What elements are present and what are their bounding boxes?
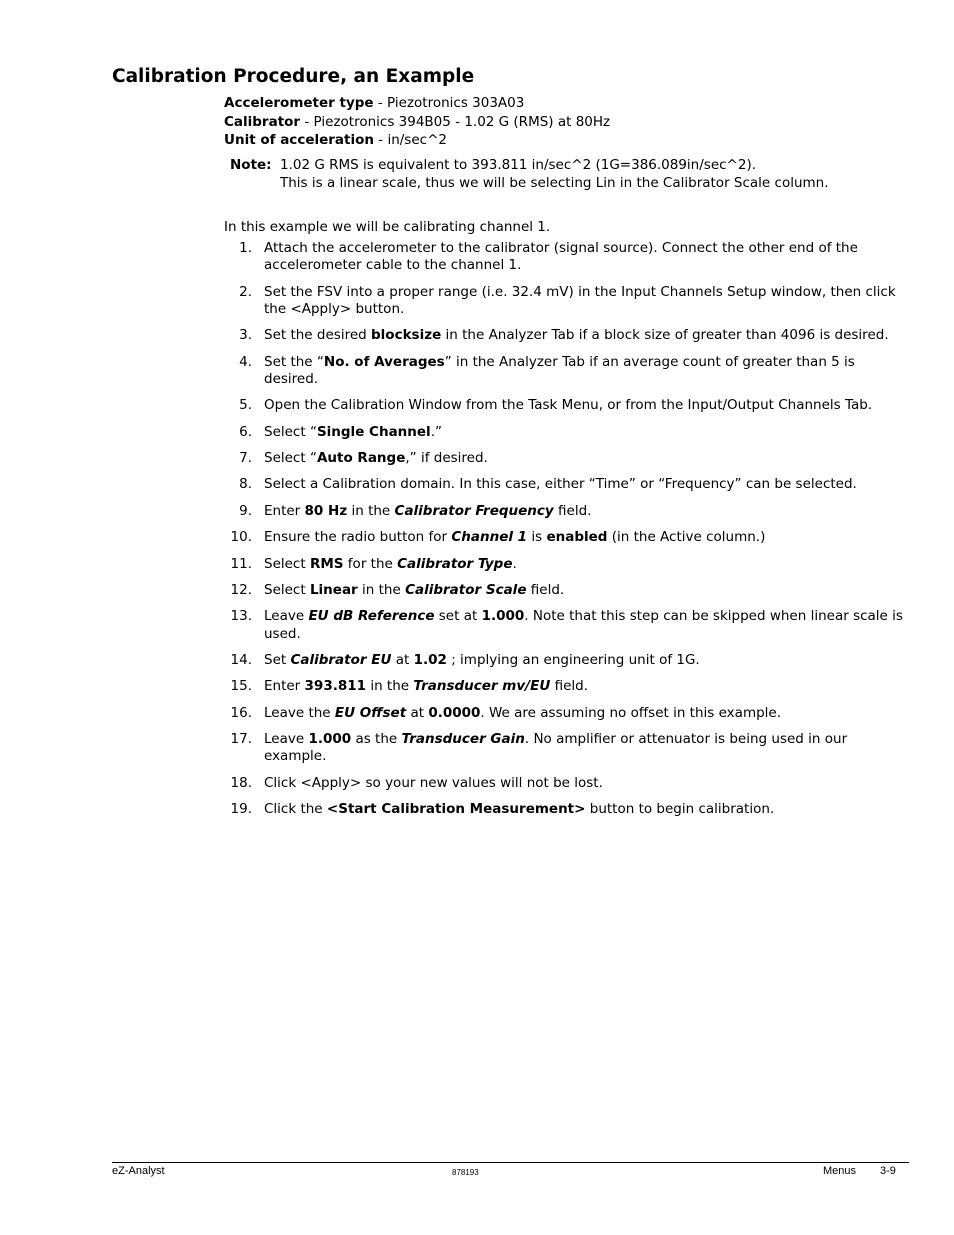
- list-item: [224, 284, 904, 318]
- step-text: 1.02: [413, 651, 447, 668]
- step-text: Calibrator Scale: [405, 581, 527, 598]
- list-item: [224, 450, 904, 467]
- step-text: .: [512, 555, 517, 572]
- step-number: 5.: [239, 397, 252, 414]
- step-number: 13.: [230, 608, 252, 625]
- spec-accelerometer: [224, 94, 610, 113]
- step-number: 11.: [230, 555, 252, 572]
- step-text: field.: [550, 678, 589, 695]
- step-text: as the: [351, 731, 402, 748]
- step-text: Transducer mv/EU: [413, 678, 551, 695]
- spec-calibrator: [224, 113, 610, 132]
- footer-divider: [112, 1162, 909, 1163]
- step-text: in the: [357, 581, 406, 598]
- footer-section: Menus: [823, 1165, 857, 1177]
- step-text: at: [406, 704, 429, 721]
- note-text: 1.02 G RMS is equivalent to 393.811 in/sec^2 (1G=386.089in/sec^2).: [280, 157, 757, 173]
- step-text: in the: [347, 502, 395, 519]
- step-text: Select: [264, 555, 310, 572]
- list-item: [224, 731, 904, 765]
- step-text: .”: [430, 423, 442, 440]
- list-item: [224, 354, 904, 388]
- step-number: 15.: [230, 678, 252, 695]
- list-item: [224, 775, 904, 792]
- step-text: blocksize: [371, 327, 442, 344]
- step-text: Set: [264, 651, 291, 668]
- list-item: [224, 801, 904, 818]
- step-text: Ensure the radio button for: [264, 529, 452, 546]
- step-number: 12.: [230, 581, 252, 598]
- step-text: 1.000: [481, 608, 525, 625]
- step-text: ,” if desired.: [405, 449, 488, 466]
- note-label: Note:: [230, 157, 272, 173]
- step-text: . No amplifier or attenuator is being used in our example.: [264, 731, 848, 765]
- step-text: EU Offset: [334, 704, 407, 721]
- list-item: [224, 240, 904, 274]
- step-text: set at: [434, 608, 482, 625]
- step-text: in the: [366, 678, 414, 695]
- spec-value: - in/sec^2: [374, 132, 447, 148]
- step-text: field.: [526, 581, 565, 598]
- list-item: [224, 327, 904, 344]
- note-line-2: This is a linear scale, thus we will be selecting Lin in the Calibrator Scale column.: [280, 174, 829, 191]
- spec-unit: [224, 131, 610, 150]
- step-text: Set the “: [264, 353, 324, 370]
- footer-page-number: 3-9: [880, 1165, 896, 1177]
- spec-label: Accelerometer type: [224, 95, 374, 111]
- step-text: Calibrator EU: [290, 651, 392, 668]
- step-text: Calibrator Frequency: [394, 502, 554, 519]
- procedure-steps: [224, 240, 904, 827]
- step-text: No. of Averages: [323, 353, 445, 370]
- step-text: button to begin calibration.: [585, 801, 775, 818]
- step-number: 19.: [230, 801, 252, 818]
- step-number: 3.: [239, 327, 252, 344]
- step-number: 18.: [230, 774, 252, 791]
- step-text: 0.0000: [428, 704, 481, 721]
- note-box: [230, 157, 829, 192]
- step-text: Set the desired: [264, 327, 371, 344]
- step-number: 16.: [230, 704, 252, 721]
- list-item: [224, 397, 904, 414]
- list-item: [224, 582, 904, 599]
- step-text: Auto Range: [316, 449, 406, 466]
- step-text: enabled: [546, 529, 608, 546]
- step-text: Leave: [264, 608, 309, 625]
- step-text: . Note that this step can be skipped when linear scale is used.: [264, 608, 903, 642]
- step-text: . We are assuming no offset in this example.: [480, 704, 782, 721]
- step-number: 9.: [239, 502, 252, 519]
- step-text: Open the Calibration Window from the Task Menu, or from the Input/Output Channels Tab.: [264, 397, 873, 414]
- step-text: Select a Calibration domain. In this case, either “Time” or “Frequency” can be selected.: [264, 476, 857, 493]
- step-text: is: [527, 529, 547, 546]
- step-text: Click <Apply> so your new values will not be lost.: [264, 774, 603, 791]
- step-text: Channel 1: [451, 529, 528, 546]
- spec-value: - Piezotronics 303A03: [373, 95, 525, 111]
- page-title: Calibration Procedure, an Example: [112, 66, 475, 87]
- step-text: Attach the accelerometer to the calibrator (signal source). Connect the other end of the accelerometer cable to the channel 1.: [264, 240, 858, 274]
- step-text: at: [391, 651, 414, 668]
- step-number: 14.: [230, 651, 252, 668]
- step-text: Single Channel: [316, 423, 431, 440]
- spec-value: - Piezotronics 394B05 - 1.02 G (RMS) at 80Hz: [300, 113, 611, 130]
- equipment-spec: [224, 94, 610, 150]
- step-text: Set the FSV into a proper range (i.e. 32.4 mV) in the Input Channels Setup window, then click the <Apply> button.: [264, 283, 896, 317]
- step-text: Enter: [264, 502, 305, 519]
- list-item: [224, 476, 904, 493]
- step-text: ; implying an engineering unit of 1G.: [446, 651, 700, 668]
- step-text: Enter: [264, 678, 305, 695]
- step-number: 6.: [239, 423, 252, 440]
- step-number: 10.: [230, 529, 252, 546]
- step-text: Calibrator Type: [397, 555, 513, 572]
- step-number: 2.: [239, 283, 252, 300]
- step-text: 1.000: [308, 731, 352, 748]
- list-item: [224, 529, 904, 546]
- step-text: 80 Hz: [304, 502, 348, 519]
- step-text: 393.811: [304, 678, 367, 695]
- step-number: 17.: [230, 731, 252, 748]
- list-item: [224, 556, 904, 573]
- step-text: field.: [553, 502, 592, 519]
- list-item: [224, 705, 904, 722]
- step-number: 4.: [239, 353, 252, 370]
- spec-label: Unit of acceleration: [224, 132, 374, 148]
- step-text: Transducer Gain: [401, 731, 525, 748]
- list-item: [224, 424, 904, 441]
- step-text: in the Analyzer Tab if a block size of greater than 4096 is desired.: [441, 327, 889, 344]
- step-text: Leave the: [264, 704, 335, 721]
- step-text: ” in the Analyzer Tab if an average count of greater than 5 is desired.: [264, 353, 855, 387]
- step-text: RMS: [309, 555, 344, 572]
- spec-label: Calibrator: [224, 113, 301, 130]
- step-text: Select: [264, 581, 310, 598]
- step-text: EU dB Reference: [308, 608, 435, 625]
- list-item: [224, 503, 904, 520]
- step-text: (in the Active column.): [607, 529, 766, 546]
- footer-product: eZ-Analyst: [112, 1165, 165, 1177]
- step-text: <Start Calibration Measurement>: [326, 801, 586, 818]
- step-text: Click the: [264, 801, 327, 818]
- intro-text: In this example we will be calibrating channel 1.: [224, 219, 551, 235]
- step-text: Linear: [309, 581, 358, 598]
- footer-doc-number: 878193: [452, 1168, 479, 1177]
- step-text: Leave: [264, 731, 309, 748]
- step-text: for the: [343, 555, 398, 572]
- step-number: 1.: [239, 240, 252, 256]
- list-item: [224, 652, 904, 669]
- list-item: [224, 678, 904, 695]
- list-item: [224, 608, 904, 642]
- step-text: Select “: [264, 449, 317, 466]
- step-number: 7.: [239, 449, 252, 466]
- note-line-1: [230, 157, 829, 175]
- step-text: Select “: [264, 423, 317, 440]
- step-number: 8.: [239, 476, 252, 493]
